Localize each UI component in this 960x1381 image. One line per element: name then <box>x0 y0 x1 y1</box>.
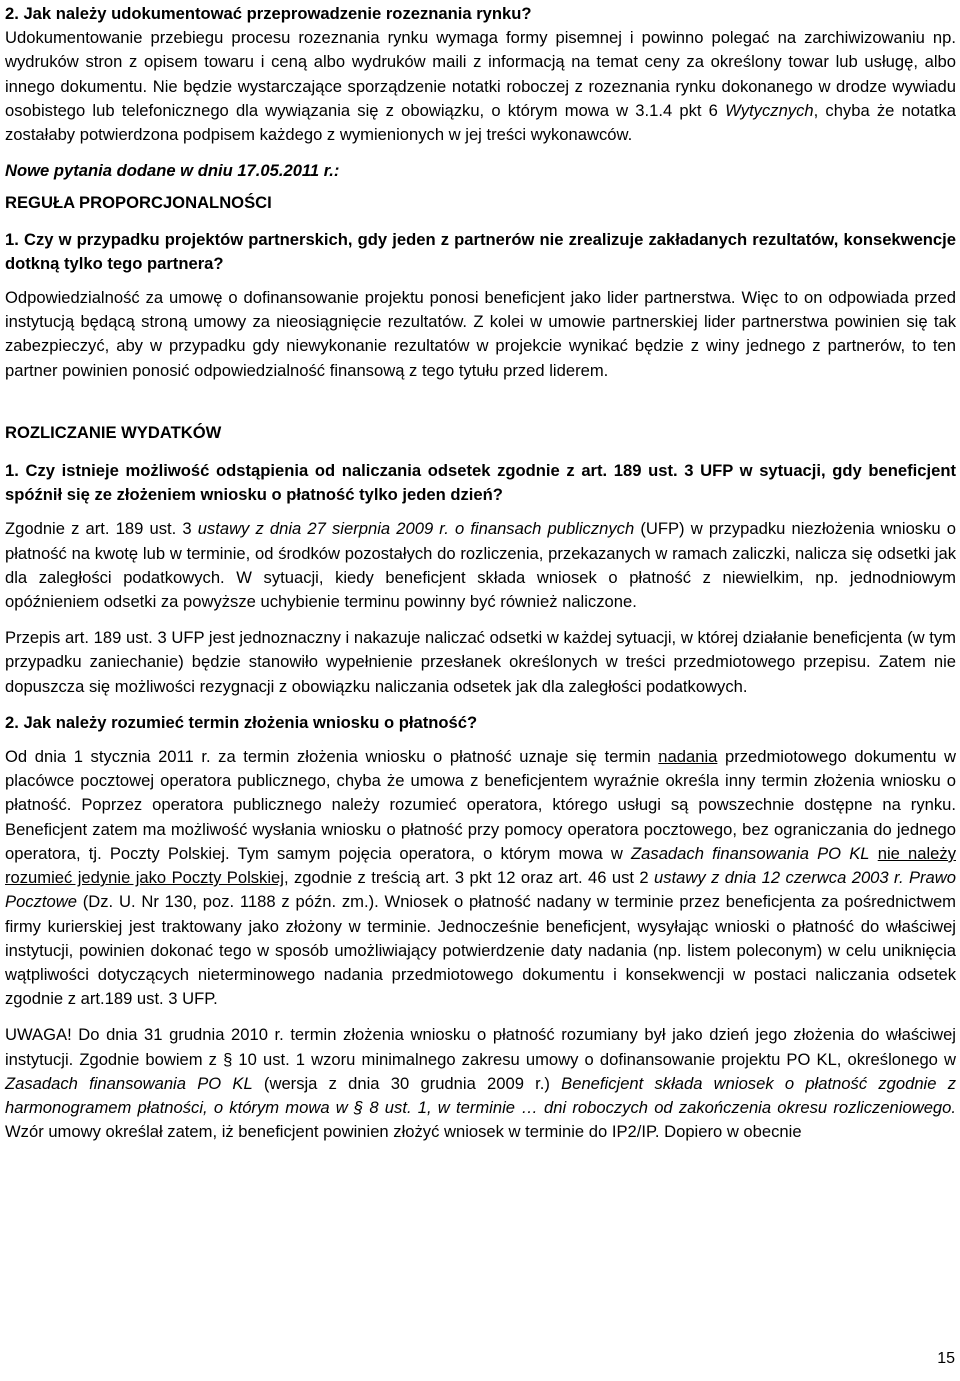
section-heading: REGUŁA PROPORCJONALNOŚCI <box>5 193 272 213</box>
answer: Od dnia 1 stycznia 2011 r. za termin złożenia wniosku o płatność uznaje się termin nadania przedmiotowego dokumentu w placówce pocztowej operatora publicznego, chyba że umowa z beneficjentem wyraźnie określa inny termin złożenia wniosku o płatność. Poprzez operatora publicznego należy rozumieć operatora, którego usługi są powszechnie dostępne na rynku. Beneficjent zatem ma możliwość wysłania wniosku o płatność przy pomocy operatora pocztowego, bez ograniczania do jednego operatora, tj. Poczty Polskiej. Tym samym pojęcia operatora, o którym mowa w Zasadach finansowania PO KL nie należy rozumieć jedynie jako Poczty Polskiej, zgodnie z treścią art. 3 pkt 12 oraz art. 46 ust 2 ustawy z dnia 12 czerwca 2003 r. Prawo Pocztowe (Dz. U. Nr 130, poz. 1188 z późn. zm.). Wniosek o płatność nadany w terminie przez beneficjenta za pośrednictwem firmy kurierskiej jest traktowany jako złożony w terminie. Jednocześnie beneficjent, wysyłając wnioski o płatność do właściwej instytucji, powinien dokonać tego w sposób umożliwiający potwierdzenie daty nadania (np. listem poleconym) w celu uniknięcia wątpliwości dotyczących nieterminowego nadania przedmiotowego dokumentu i konsekwencji w postaci naliczania odsetek zgodnie z art.189 ust. 3 UFP. <box>5 747 956 1009</box>
question: 2. Jak należy rozumieć termin złożenia wniosku o płatność? <box>5 712 478 732</box>
page-number: 15 <box>937 1349 955 1367</box>
question: 1. Czy w przypadku projektów partnerskich, gdy jeden z partnerów nie zrealizuje zakładanych rezultatów, konsekwencje dotkną tylko tego partnera? <box>5 229 956 273</box>
question: 1. Czy istnieje możliwość odstąpienia od naliczania odsetek zgodnie z art. 189 ust. 3 UFP w sytuacji, gdy beneficjent spóźnił się ze złożeniem wniosku o płatność tylko jeden dzień? <box>5 461 956 505</box>
paragraph: Udokumentowanie przebiegu procesu rozeznania rynku wymaga formy pisemnej i powinno polegać na zarchiwizowaniu np. wydruków stron z opisem towaru i ceną albo wydruków maili z informacją na temat ceny za określony towar lub usługę, albo innego dokumentu. Nie będzie wystarczające sporządzenie notatki roboczej z rozeznania rynku dokonanego w drodze wywiadu osobistego lub telefonicznego dla wywiązania się z obowiązku, o którym mowa w 3.1.4 pkt 6 Wytycznych, chyba że notatka zostałaby potwierdzona podpisem każdego z wymienionych w jej treści wykonawców. <box>5 28 956 145</box>
note-paragraph: UWAGA! Do dnia 31 grudnia 2010 r. termin złożenia wniosku o płatność rozumiany był jako dzień jego złożenia do właściwej instytucji. Zgodnie bowiem z § 10 ust. 1 wzoru minimalnego zakresu umowy o dofinansowanie projektu PO KL, określonego w Zasadach finansowania PO KL (wersja z dnia 30 grudnia 2009 r.) Beneficjent składa wniosek o płatność zgodnie z harmonogramem płatności, o którym mowa w § 8 ust. 1, w terminie … dni roboczych od zakończenia okresu rozliczeniowego. Wzór umowy określał zatem, iż beneficjent powinien złożyć wniosek w terminie do IP2/IP. Dopiero w obecnie <box>5 1025 956 1142</box>
answer: Przepis art. 189 ust. 3 UFP jest jednoznaczny i nakazuje naliczać odsetki w każdej sytuacji, w której działanie beneficjenta (w tym przypadku zaniechanie) będzie stanowiło wypełnienie przesłanek określonych w treści przedmiotowego przepisu. Zatem nie dopuszcza się możliwości rezygnacji z obowiązku naliczania odsetek jak dla zaległości podatkowych. <box>5 628 956 696</box>
section-heading: 2. Jak należy udokumentować przeprowadzenie rozeznania rynku? <box>5 4 532 23</box>
answer: Odpowiedzialność za umowę o dofinansowanie projektu ponosi beneficjent jako lider partnerstwa. Więc to on odpowiada przed instytucją będącą stroną umowy za nieosiągnięcie rezultatów. Z kolei w umowie partnerskiej lider partnerstwa powinien się tak zabezpieczyć, aby w przypadku gdy niewykonanie rezultatów w projekcie wynikać będzie z winy jednego z partnerów, to ten partner powinien ponosić odpowiedzialność finansową z tego tytułu przed liderem. <box>5 288 956 380</box>
section-heading: ROZLICZANIE WYDATKÓW <box>5 422 222 442</box>
new-questions-note: Nowe pytania dodane w dniu 17.05.2011 r.: <box>5 161 340 181</box>
answer: Zgodnie z art. 189 ust. 3 ustawy z dnia 27 sierpnia 2009 r. o finansach publicznych (UFP) w przypadku niezłożenia wniosku o płatność na kwotę lub w terminie, od środków pozostałych do rozliczenia, przekazanych w ramach zaliczki, nalicza się odsetki jak dla zaległości podatkowych. W sytuacji, kiedy beneficjent składa wniosek o płatność z niewielkim, np. jednodniowym opóźnieniem odsetki za powyższe uchybienie terminu powinny być również naliczone. <box>5 519 956 612</box>
